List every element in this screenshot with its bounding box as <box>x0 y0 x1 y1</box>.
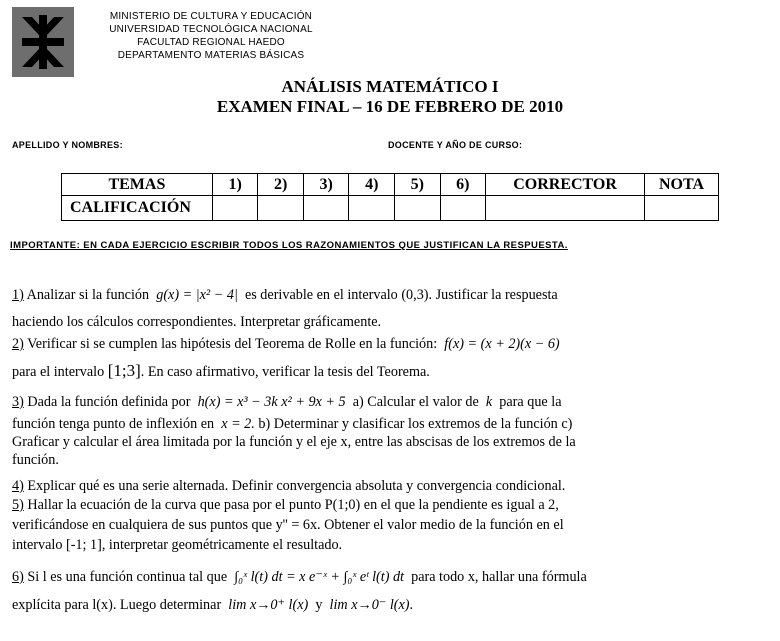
exercise-5-line-3: intervalo [-1; 1], interpretar geométricamente el resultado. <box>12 537 343 553</box>
exercise-text: y <box>315 597 323 613</box>
exercise-text: para todo x, hallar una fórmula <box>411 569 587 585</box>
exercise-number: 5) <box>12 497 24 513</box>
exercise-text: . <box>409 597 414 613</box>
header-cell-2: 2) <box>258 174 304 196</box>
exercise-text: a) Calcular el valor de <box>352 394 479 410</box>
header-cell-4: 4) <box>349 174 395 196</box>
calificacion-label: CALIFICACIÓN <box>62 196 213 221</box>
institution-block <box>86 10 336 62</box>
exercise-number: 2) <box>12 336 24 352</box>
exercise-1-line-2: haciendo los cálculos correspondientes. Interpretar gráficamente. <box>12 314 382 330</box>
exercise-number: 3) <box>12 394 24 410</box>
exam-subtitle: EXAMEN FINAL – 16 DE FEBRERO DE 2010 <box>216 97 564 116</box>
score-cell-5[interactable] <box>395 196 441 221</box>
exercise-3-line-1 <box>12 393 562 411</box>
score-cell-6[interactable] <box>440 196 486 221</box>
grades-score-row <box>62 196 719 221</box>
exercise-text: explícita para l(x). Luego determinar <box>12 597 222 613</box>
exercise-2-line-1 <box>12 335 560 353</box>
formula: x = 2. <box>221 416 255 432</box>
header-cell-6: 6) <box>440 174 486 196</box>
limit-right: lim x→0⁺ l(x) <box>228 597 309 613</box>
nota-cell[interactable] <box>645 196 719 221</box>
header-cell-corrector: CORRECTOR <box>486 174 645 196</box>
header-cell-1: 1) <box>212 174 258 196</box>
institution-line: MINISTERIO DE CULTURA Y EDUCACIÓN <box>109 11 313 22</box>
exercise-3-line-4: función. <box>12 452 59 468</box>
utn-logo <box>12 7 74 77</box>
name-field-label: APELLIDO Y NOMBRES: <box>12 140 123 150</box>
exercise-6-line-1 <box>12 568 587 586</box>
exercise-number: 4) <box>12 478 24 494</box>
formula: g(x) = |x² − 4| <box>156 287 238 303</box>
header-cell-temas: TEMAS <box>62 174 213 196</box>
exercise-text: Hallar la ecuación de la curva que pasa por el punto P(1;0) en el que la pendiente es igual a 2, <box>27 497 559 513</box>
exercise-6-line-2 <box>12 596 413 614</box>
institution-line: UNIVERSIDAD TECNOLÓGICA NACIONAL <box>109 24 313 35</box>
score-cell-2[interactable] <box>258 196 304 221</box>
exam-title-block <box>160 77 620 117</box>
exercise-3-line-3: Graficar y calcular el área limitada por la función y el eje x, entre las abscisas de los extremos de la <box>12 434 576 450</box>
exercise-5-line-2: verificándose en cualquiera de sus puntos que y'' = 6x. Obtener el valor medio de la función en el <box>12 517 564 533</box>
exercise-text: es derivable en el intervalo (0,3). Justificar la respuesta <box>244 287 558 303</box>
integral-formula: ∫₀ˣ l(t) dt = x e⁻ˣ + ∫₀ˣ eᵗ l(t) dt <box>234 569 404 585</box>
exercise-3-line-2 <box>12 415 572 433</box>
limit-left: lim x→0⁻ l(x) <box>329 597 410 613</box>
grades-table <box>61 173 719 221</box>
header-cell-5: 5) <box>395 174 441 196</box>
institution-line: DEPARTAMENTO MATERIAS BÁSICAS <box>117 50 305 61</box>
institution-line: FACULTAD REGIONAL HAEDO <box>137 37 285 48</box>
exercise-text: para el intervalo <box>12 364 105 380</box>
variable-k: k <box>485 394 493 410</box>
exercise-text: Analizar si la función <box>26 287 150 303</box>
exercise-text: Dada la función definida por <box>27 394 191 410</box>
header-cell-3: 3) <box>303 174 349 196</box>
exercise-4-line-1 <box>12 477 565 495</box>
exercise-text: b) Determinar y clasificar los extremos de la función c) <box>258 416 573 432</box>
score-cell-3[interactable] <box>303 196 349 221</box>
formula: f(x) = (x + 2)(x − 6) <box>444 336 560 352</box>
grades-header-row <box>62 174 719 196</box>
exam-title: ANÁLISIS MATEMÁTICO I <box>281 77 499 96</box>
teacher-field-label: DOCENTE Y AÑO DE CURSO: <box>388 140 523 150</box>
exercise-text: para que la <box>499 394 562 410</box>
exercise-number: 1) <box>12 287 24 303</box>
formula: h(x) = x³ − 3k x² + 9x + 5 <box>197 394 346 410</box>
header-cell-nota: NOTA <box>645 174 719 196</box>
exercise-text: . En caso afirmativo, verificar la tesis del Teorema. <box>140 364 430 380</box>
score-cell-1[interactable] <box>212 196 258 221</box>
exercise-text: Si l es una función continua tal que <box>27 569 228 585</box>
interval: [1;3] <box>107 361 141 380</box>
exercise-1-line-1 <box>12 286 768 304</box>
exercise-2-line-2 <box>12 362 430 381</box>
exercise-number: 6) <box>12 569 24 585</box>
exercise-5-line-1 <box>12 496 559 514</box>
exercise-text: Verificar si se cumplen las hipótesis del Teorema de Rolle en la función: <box>27 336 438 352</box>
score-cell-4[interactable] <box>349 196 395 221</box>
exercise-text: función tenga punto de inflexión en <box>12 416 215 432</box>
exercise-text: Explicar qué es una serie alternada. Definir convergencia absoluta y convergencia condicional. <box>27 478 566 494</box>
corrector-cell[interactable] <box>486 196 645 221</box>
important-notice: IMPORTANTE: EN CADA EJERCICIO ESCRIBIR TODOS LOS RAZONAMIENTOS QUE JUSTIFICAN LA RESPUESTA. <box>10 240 568 251</box>
